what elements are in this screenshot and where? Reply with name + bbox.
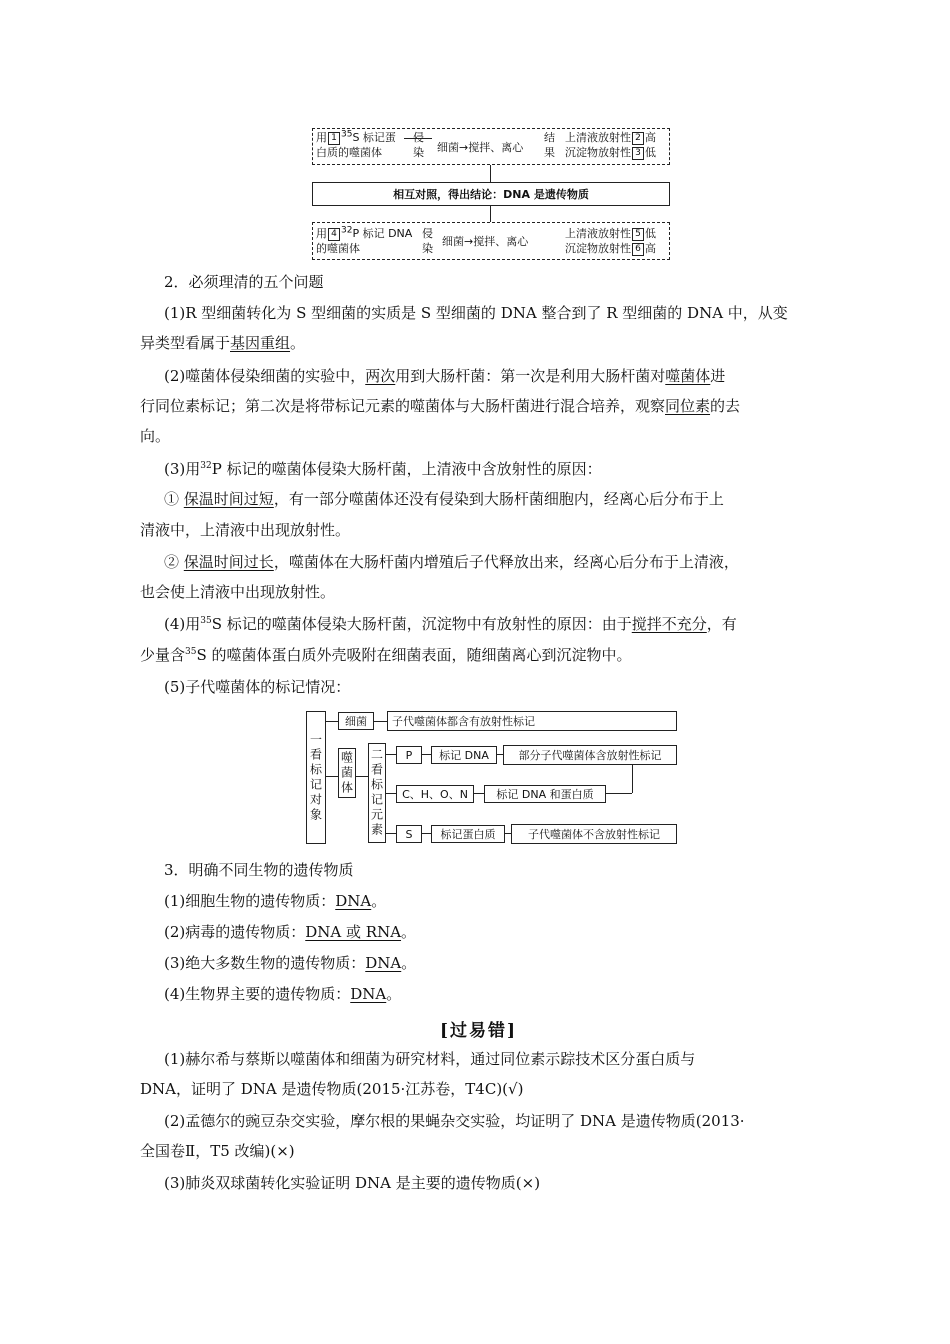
- s3-item4: (4)生物界主要的遗传物质：DNA。: [164, 985, 402, 1003]
- e2-line2: 全国卷Ⅱ，T5 改编)(×): [140, 1142, 295, 1160]
- e3-line: (3)肺炎双球菌转化实验证明 DNA 是主要的遗传物质(×): [164, 1174, 541, 1192]
- p3-item1-line2: 清液中，上清液中出现放射性。: [140, 521, 351, 539]
- p3-item1-line1: ① 保温时间过短，有一部分噬菌体还没有侵染到大肠杆菌细胞内，经离心后分布于上: [164, 490, 724, 508]
- s3-item1: (1)细胞生物的遗传物质：DNA。: [164, 892, 387, 910]
- chon-box: C、H、O、N: [396, 785, 474, 803]
- arrow-bacteria: [374, 721, 387, 722]
- section3-title: 3．明确不同生物的遗传物质: [164, 861, 354, 879]
- infect-label-2: 侵 染: [422, 227, 433, 255]
- p-result-box: 部分子代噬菌体含放射性标记: [503, 745, 677, 765]
- arrow-chon: [474, 793, 484, 794]
- s-box: S: [396, 825, 422, 843]
- line-to-phage: [326, 776, 338, 777]
- row1-results: 上清液放射性 2 高 沉淀物放射性 3 低: [565, 131, 656, 159]
- p-box: P: [396, 746, 422, 764]
- p3-title: (3)用$^{32}$P 标记的噬菌体侵染大肠杆菌，上清液中含放射性的原因：: [164, 460, 602, 478]
- line-p: [386, 754, 396, 755]
- p1-line1: (1)R 型细菌转化为 S 型细菌的实质是 S 型细菌的 DNA 整合到了 R 型细菌的 DNA 中，从变: [164, 304, 788, 322]
- e2-line1: (2)孟德尔的豌豆杂交实验，摩尔根的果蝇杂交实验，均证明了 DNA 是遗传物质(2013·: [164, 1112, 745, 1130]
- conclusion-box: [312, 182, 670, 206]
- row1-label: 用 1 $^{35}$S 标记蛋 白质的噬菌体: [316, 129, 396, 159]
- arrow-1: [404, 138, 432, 139]
- p2-line3: 向。: [140, 427, 171, 445]
- connector-up: [490, 165, 491, 182]
- p5-title: (5)子代噬菌体的标记情况：: [164, 678, 351, 696]
- p1-line2: 异类型看属于基因重组。: [140, 334, 306, 352]
- label-dna-box: 标记 DNA: [431, 746, 497, 764]
- p4-line1: (4)用$^{35}$S 标记的噬菌体侵染大肠杆菌，沉淀物中有放射性的原因：由于搅拌不充分，有: [164, 615, 737, 633]
- conclusion-text: 相互对照，得出结论：DNA 是遗传物质: [393, 188, 589, 201]
- connector-down: [490, 206, 491, 222]
- p4-line2: 少量含$^{35}$S 的噬菌体蛋白质外壳吸附在细菌表面，随细菌离心到沉淀物中。: [140, 646, 632, 664]
- connector-both-h: [606, 793, 632, 794]
- label-protein-box: 标记蛋白质: [431, 825, 505, 843]
- s-result-box: 子代噬菌体不含放射性标记: [511, 824, 677, 844]
- label-both-box: 标记 DNA 和蛋白质: [484, 785, 606, 803]
- bacteria-result-box: 子代噬菌体都含有放射性标记: [387, 711, 677, 731]
- p3-item2-line1: ② 保温时间过长，噬菌体在大肠杆菌内增殖后子代释放出来，经离心后分布于上清液，: [164, 553, 739, 571]
- s3-item2: (2)病毒的遗传物质：DNA 或 RNA。: [164, 923, 417, 941]
- line-chon: [386, 793, 396, 794]
- connector-both-v: [632, 765, 633, 793]
- second-look-box: 二看标记元素: [368, 743, 386, 843]
- result-label: 结 果: [544, 131, 555, 159]
- p3-item2-line2: 也会使上清液中出现放射性。: [140, 583, 336, 601]
- arrow-p: [422, 754, 431, 755]
- p2-line1: (2)噬菌体侵染细菌的实验中，两次用到大肠杆菌：第一次是利用大肠杆菌对噬菌体进: [164, 367, 726, 385]
- infect-label-1: 侵 染: [413, 131, 424, 159]
- process-label-1: 细菌→搅拌、离心: [437, 141, 524, 154]
- e1-line1: (1)赫尔希与蔡斯以噬菌体和细菌为研究材料，通过同位素示踪技术区分蛋白质与: [164, 1050, 696, 1068]
- section-heading-errors: [过易错]: [440, 1021, 518, 1041]
- line-s: [386, 833, 396, 834]
- row2-label: 用 4 $^{32}$P 标记 DNA 的噬菌体: [316, 225, 413, 255]
- row2-results: 上清液放射性 5 低 沉淀物放射性 6 高: [565, 227, 656, 255]
- p2-line2: 行同位素标记；第二次是将带标记元素的噬菌体与大肠杆菌进行混合培养，观察同位素的去: [140, 397, 741, 415]
- first-look-box: 一看标记对象: [306, 711, 326, 844]
- phage-box: 噬菌体: [338, 748, 356, 798]
- e1-line2: DNA，证明了 DNA 是遗传物质(2015·江苏卷，T4C)(√): [140, 1080, 524, 1098]
- line-to-bacteria: [326, 721, 338, 722]
- arrow-s: [422, 833, 431, 834]
- bacteria-box: 细菌: [338, 712, 374, 730]
- line-to-second: [356, 776, 368, 777]
- section2-title: 2．必须理清的五个问题: [164, 273, 324, 291]
- s3-item3: (3)绝大多数生物的遗传物质：DNA。: [164, 954, 417, 972]
- process-label-2: 细菌→搅拌、离心: [442, 235, 529, 248]
